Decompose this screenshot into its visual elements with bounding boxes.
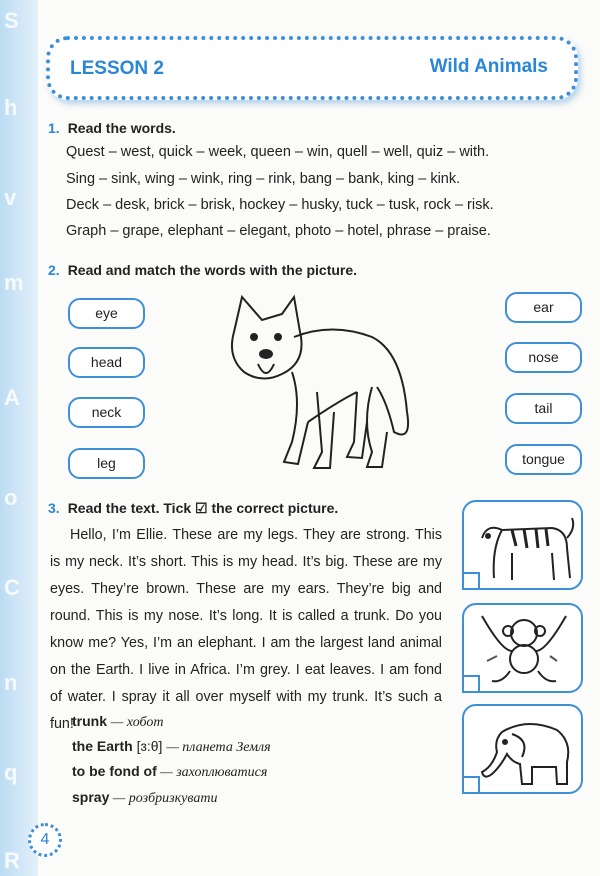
glossary-term: the Earth — [72, 738, 133, 754]
glossary-item — [72, 713, 164, 731]
glossary-term: to be fond of — [72, 763, 157, 779]
task-number: 2. — [48, 262, 60, 278]
margin-letter: A — [4, 385, 20, 410]
word-box-leg[interactable]: leg — [68, 448, 145, 479]
glossary-translation: — розбризкувати — [109, 791, 218, 806]
lesson-topic: Wild Animals — [429, 56, 548, 77]
glossary-term: spray — [72, 789, 110, 805]
glossary-term: trunk — [72, 713, 107, 729]
lesson-number: LESSON 2 — [70, 58, 164, 79]
margin-letter: R — [4, 848, 20, 873]
task-title: Read the words. — [67, 120, 176, 136]
tick-checkbox[interactable] — [462, 776, 480, 794]
elephant-icon — [472, 712, 576, 788]
task3-heading — [48, 500, 338, 517]
word-box-ear[interactable]: ear — [505, 292, 582, 323]
word-box-tail[interactable]: tail — [505, 393, 582, 424]
word-box-head[interactable]: head — [68, 347, 145, 378]
wolf-picture — [222, 292, 422, 484]
task-title: Read and match the words with the picture. — [67, 262, 358, 278]
task1-heading — [48, 120, 176, 136]
glossary-pronunciation: [ɜ:θ] — [132, 738, 167, 754]
word-box-neck[interactable]: neck — [68, 397, 145, 428]
task-number: 1. — [48, 120, 60, 136]
task-number: 3. — [48, 500, 60, 516]
monkey-icon — [472, 611, 576, 687]
picture-elephant[interactable] — [462, 704, 583, 794]
glossary-item — [72, 789, 217, 807]
word-box-nose[interactable]: nose — [505, 342, 582, 373]
margin-letter: v — [4, 185, 17, 210]
margin-letter: n — [4, 670, 18, 695]
task-title: Read the text. Tick ☑ the correct picture. — [67, 500, 339, 516]
margin-letter: S — [4, 8, 19, 33]
task2-heading — [48, 262, 357, 278]
word-box-eye[interactable]: eye — [68, 298, 145, 329]
glossary-item — [72, 738, 271, 756]
word-line: Sing – sink, wing – wink, ring – rink, bang – bank, king – kink. — [66, 171, 461, 187]
page-number: 4 — [28, 823, 62, 857]
decorative-margin — [0, 0, 38, 876]
reading-text: Hello, I’m Ellie. These are my legs. They are strong. This is my neck. It’s short. This is my head. It’s big. These are my eyes. They’re brown. These are my ears. They’re big and round. This is my nose. It’s long. It is called a trunk. Do you know me? Yes, I’m an elephant. I am the largest land animal on the Earth. I live in Africa. I’m grey. I eat leaves. I am fond of water. I spray it all over myself with my trunk. It’s such a fun! — [50, 527, 442, 732]
glossary-item — [72, 763, 267, 781]
margin-letter: q — [4, 760, 18, 785]
picture-tiger[interactable] — [462, 500, 583, 590]
tick-checkbox[interactable] — [462, 675, 480, 693]
margin-letter: m — [4, 270, 24, 295]
word-line: Graph – grape, elephant – elegant, photo – hotel, phrase – praise. — [66, 223, 491, 239]
word-box-tongue[interactable]: tongue — [505, 444, 582, 475]
tick-checkbox[interactable] — [462, 572, 480, 590]
margin-letter: C — [4, 575, 20, 600]
glossary-translation: — планета Земля — [166, 740, 271, 755]
glossary-translation: — захоплюватися — [156, 765, 268, 780]
tiger-icon — [472, 508, 576, 584]
lesson-header — [46, 36, 578, 100]
margin-letter: h — [4, 95, 18, 120]
word-line: Quest – west, quick – week, queen – win, quell – well, quiz – with. — [66, 144, 490, 160]
glossary-translation: — хобот — [110, 715, 164, 730]
margin-letter: o — [4, 485, 18, 510]
picture-monkey[interactable] — [462, 603, 583, 693]
word-line: Deck – desk, brick – brisk, hockey – husky, tuck – tusk, rock – risk. — [66, 197, 494, 213]
